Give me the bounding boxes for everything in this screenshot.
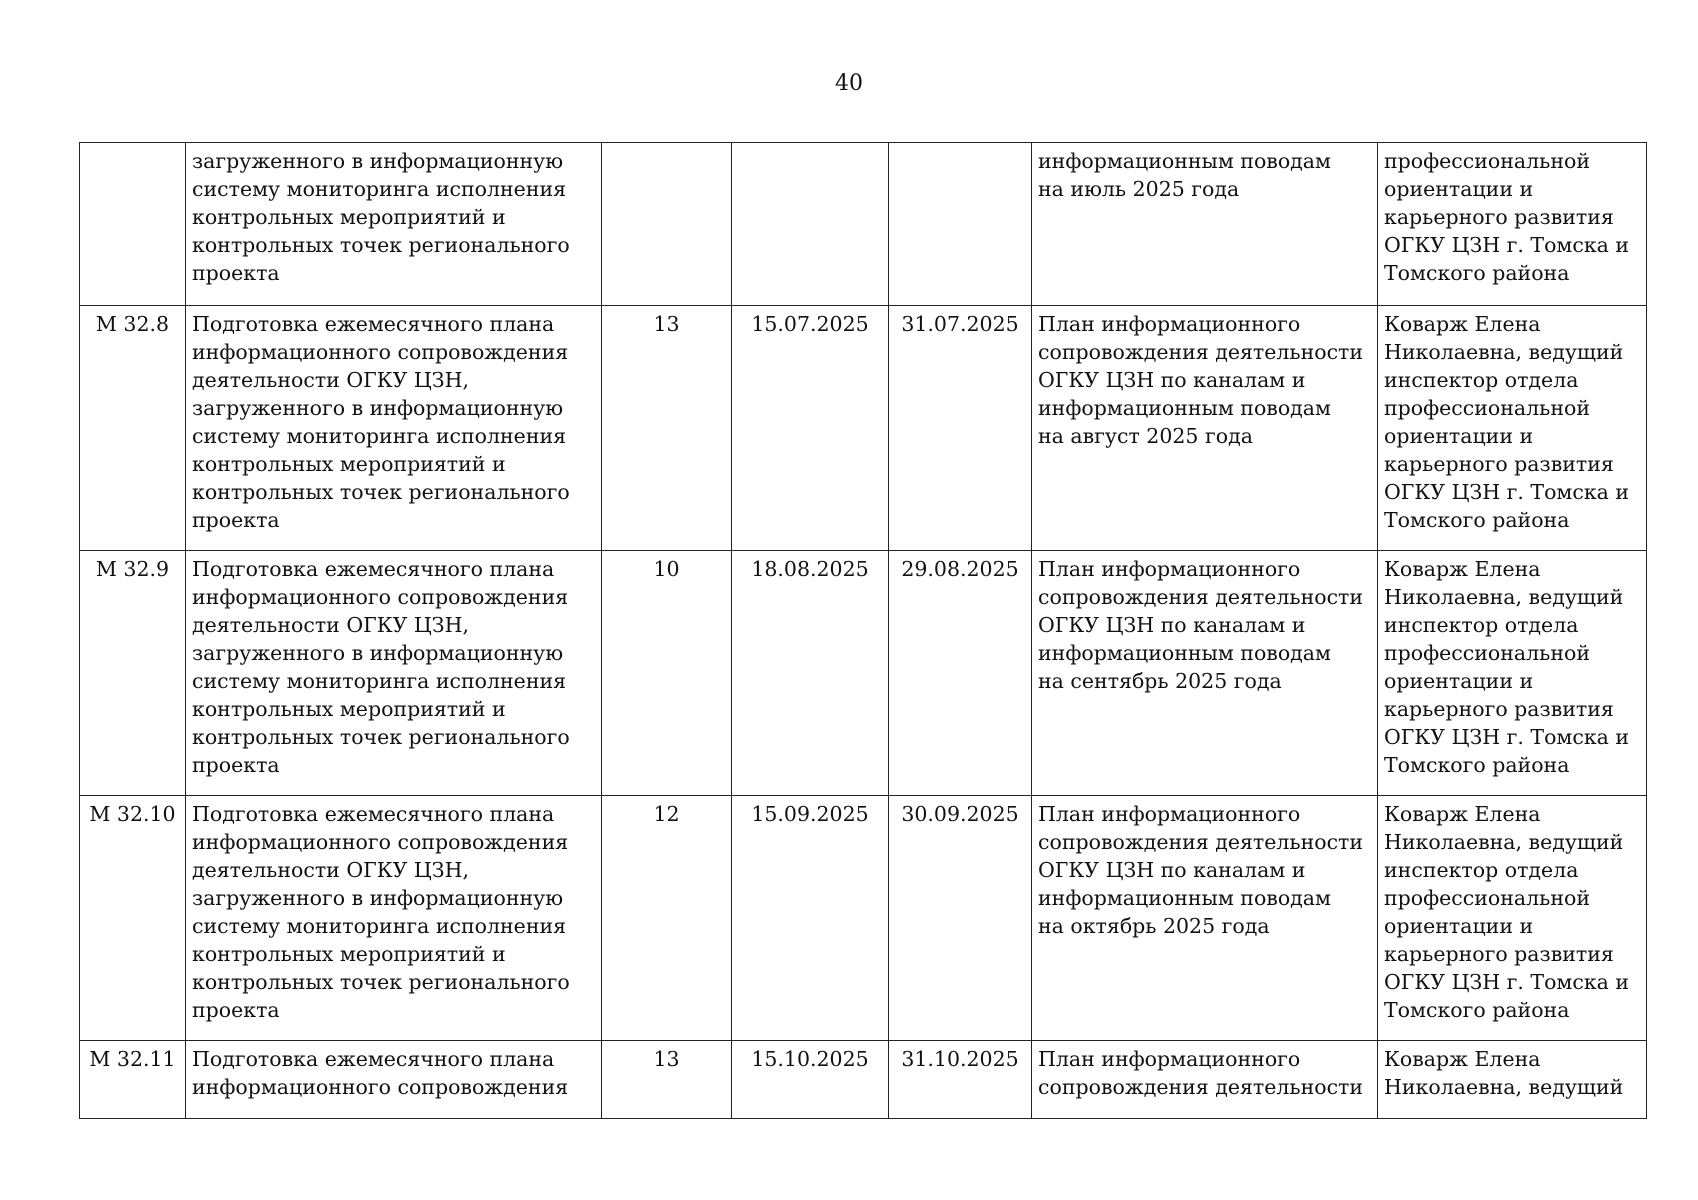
cell-responsible: Коварж Елена Николаевна, ведущий инспектор отдела профессиональной ориентации и карьерного развития ОГКУ ЦЗН г. Томска и Томского района (1378, 306, 1647, 551)
cell-result: План информационного сопровождения деятельности ОГКУ ЦЗН по каналам и информационным поводам на август 2025 года (1032, 306, 1378, 551)
cell-description: Подготовка ежемесячного плана информационного сопровождения деятельности ОГКУ ЦЗН, загруженного в информационную систему мониторинга исполнения контрольных мероприятий и контрольных точек регионального проекта (186, 551, 602, 796)
plan-table (79, 142, 1647, 1119)
table-row (80, 551, 1647, 796)
cell-id: М 32.9 (80, 551, 186, 796)
cell-responsible: Коварж Елена Николаевна, ведущий инспектор отдела профессиональной ориентации и карьерного развития ОГКУ ЦЗН г. Томска и Томского района (1378, 551, 1647, 796)
cell-duration: 12 (602, 796, 732, 1041)
cell-id (80, 143, 186, 306)
cell-duration: 10 (602, 551, 732, 796)
cell-start-date (732, 143, 889, 306)
cell-duration: 13 (602, 1041, 732, 1119)
cell-description: загруженного в информационную систему мониторинга исполнения контрольных мероприятий и контрольных точек регионального проекта (186, 143, 602, 306)
table-row (80, 796, 1647, 1041)
table-row (80, 143, 1647, 306)
cell-result: информационным поводам на июль 2025 года (1032, 143, 1378, 306)
cell-start-date: 15.10.2025 (732, 1041, 889, 1119)
cell-end-date: 31.07.2025 (889, 306, 1032, 551)
cell-end-date: 31.10.2025 (889, 1041, 1032, 1119)
cell-end-date: 29.08.2025 (889, 551, 1032, 796)
cell-end-date (889, 143, 1032, 306)
cell-description: Подготовка ежемесячного плана информационного сопровождения деятельности ОГКУ ЦЗН, загруженного в информационную систему мониторинга исполнения контрольных мероприятий и контрольных точек регионального проекта (186, 796, 602, 1041)
table-row (80, 1041, 1647, 1119)
cell-result: План информационного сопровождения деятельности ОГКУ ЦЗН по каналам и информационным поводам на сентябрь 2025 года (1032, 551, 1378, 796)
cell-end-date: 30.09.2025 (889, 796, 1032, 1041)
table-row (80, 306, 1647, 551)
cell-result: План информационного сопровождения деятельности (1032, 1041, 1378, 1119)
cell-start-date: 15.07.2025 (732, 306, 889, 551)
cell-id: М 32.8 (80, 306, 186, 551)
cell-id: М 32.11 (80, 1041, 186, 1119)
cell-id: М 32.10 (80, 796, 186, 1041)
cell-responsible: профессиональной ориентации и карьерного развития ОГКУ ЦЗН г. Томска и Томского района (1378, 143, 1647, 306)
cell-responsible: Коварж Елена Николаевна, ведущий (1378, 1041, 1647, 1119)
cell-result: План информационного сопровождения деятельности ОГКУ ЦЗН по каналам и информационным поводам на октябрь 2025 года (1032, 796, 1378, 1041)
cell-responsible: Коварж Елена Николаевна, ведущий инспектор отдела профессиональной ориентации и карьерного развития ОГКУ ЦЗН г. Томска и Томского района (1378, 796, 1647, 1041)
cell-duration: 13 (602, 306, 732, 551)
cell-start-date: 18.08.2025 (732, 551, 889, 796)
cell-start-date: 15.09.2025 (732, 796, 889, 1041)
cell-description: Подготовка ежемесячного плана информационного сопровождения деятельности ОГКУ ЦЗН, загруженного в информационную систему мониторинга исполнения контрольных мероприятий и контрольных точек регионального проекта (186, 306, 602, 551)
cell-description: Подготовка ежемесячного плана информационного сопровождения (186, 1041, 602, 1119)
page-number: 40 (835, 71, 863, 96)
cell-duration (602, 143, 732, 306)
